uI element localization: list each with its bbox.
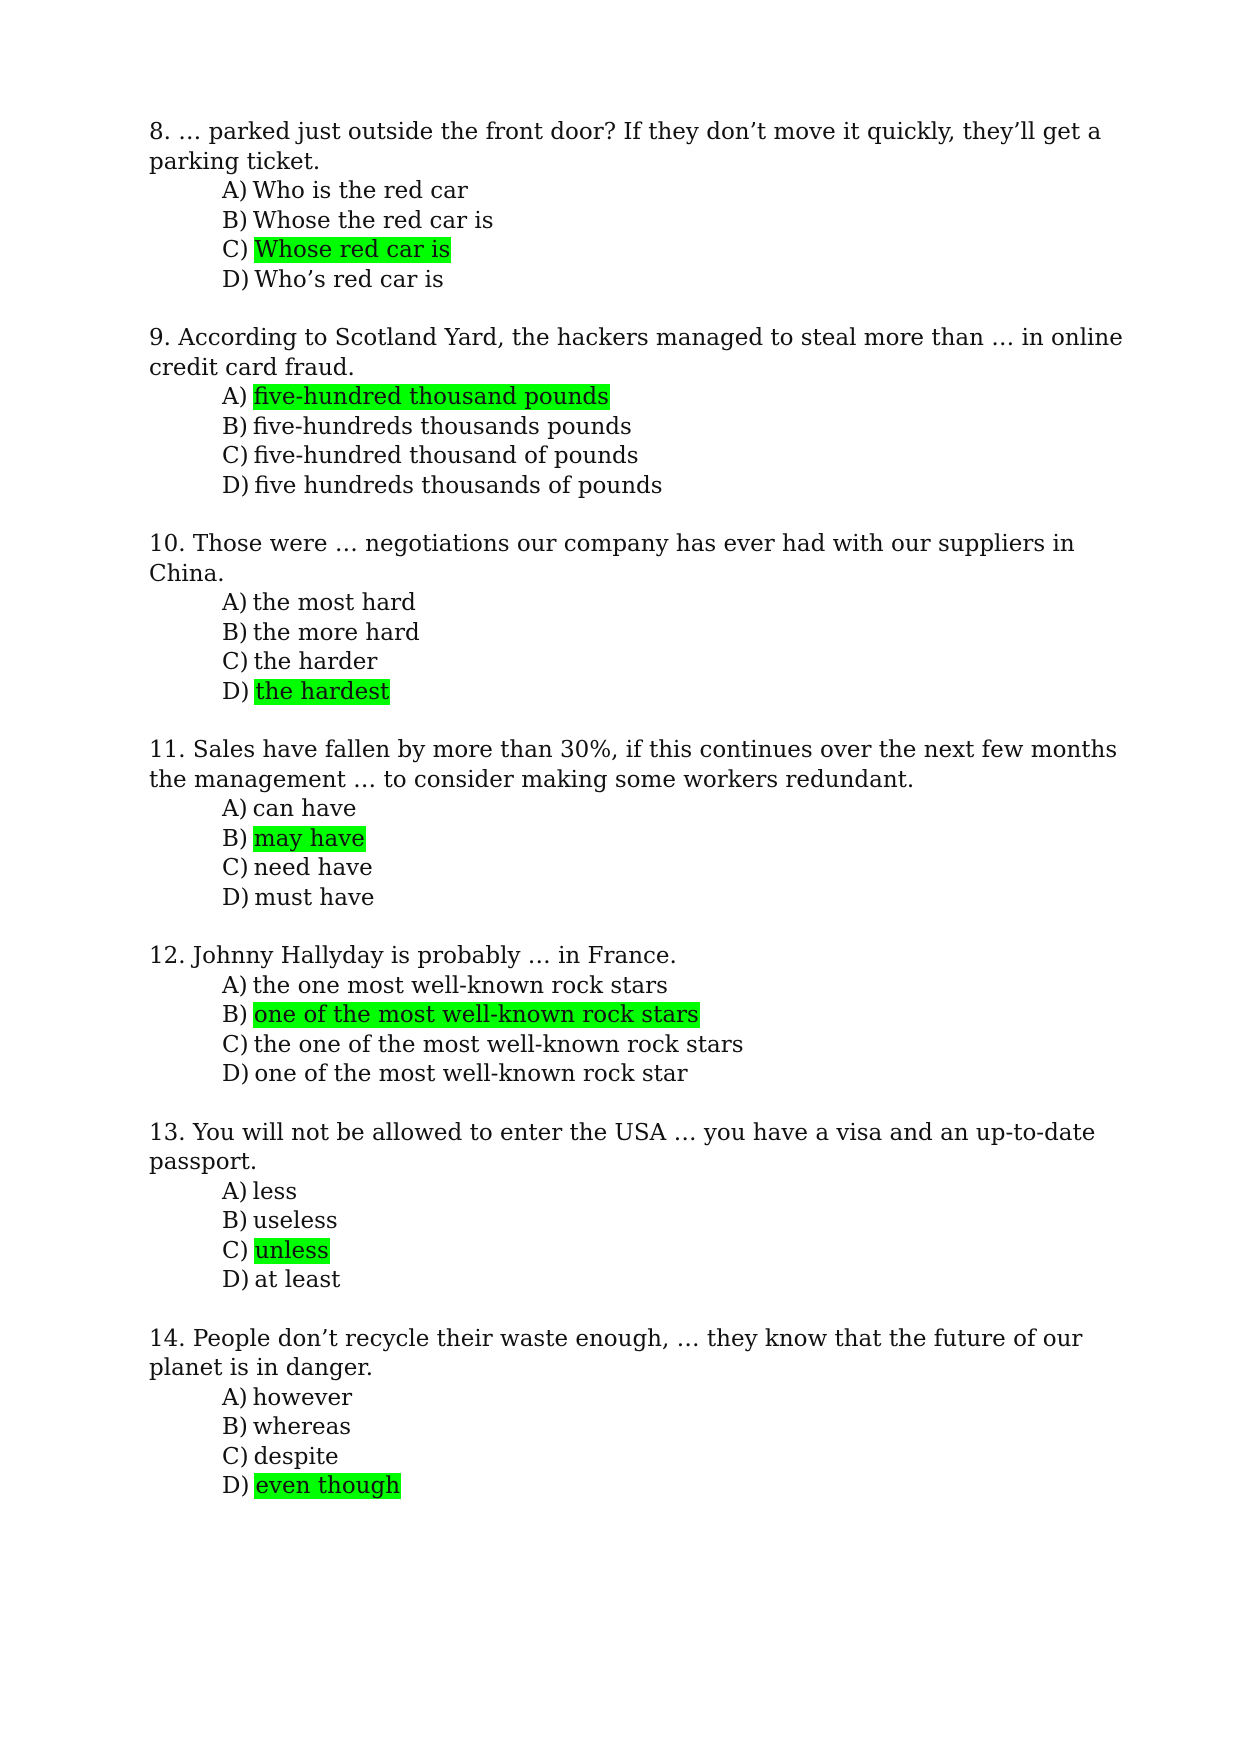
option-text: less (252, 1178, 298, 1205)
option-letter: A) (222, 1384, 248, 1411)
option-b (222, 825, 1129, 855)
option-letter: A) (222, 384, 248, 410)
option-letter: C) (222, 237, 249, 263)
question-stem: 8. … parked just outside the front door? If they don’t move it quickly, they’ll get a parking ticket. (149, 119, 1102, 175)
question-9 (149, 324, 1129, 501)
option-letter: B) (222, 619, 248, 646)
option-d (222, 1266, 1129, 1296)
option-letter: C) (222, 1237, 249, 1264)
option-letter: C) (222, 1443, 249, 1470)
option-b (222, 1001, 1129, 1031)
option-text: Who is the red car (252, 178, 468, 204)
option-text: five hundreds thousands of pounds (254, 472, 663, 499)
option-letter: D) (222, 1473, 250, 1499)
option-text: whereas (252, 1414, 352, 1440)
option-list (149, 589, 1129, 707)
option-text: five-hundred thousand of pounds (253, 443, 639, 469)
option-text: however (252, 1384, 353, 1411)
option-list (149, 177, 1129, 295)
option-letter: B) (222, 825, 248, 852)
option-b (222, 207, 1129, 237)
option-list (149, 1178, 1129, 1296)
option-letter: D) (222, 472, 250, 499)
question-stem: 10. Those were … negotiations our company has ever had with our suppliers in China. (149, 531, 1075, 587)
option-text: must have (254, 884, 375, 911)
question-stem: 11. Sales have fallen by more than 30%, if this continues over the next few months the management … to consider making some workers redundant. (149, 737, 1118, 793)
worksheet-page (149, 118, 1129, 1531)
option-b (222, 1207, 1129, 1237)
option-b (222, 619, 1129, 649)
option-letter: D) (222, 678, 250, 705)
option-letter: A) (222, 178, 248, 204)
option-c (222, 648, 1129, 678)
option-letter: A) (222, 972, 248, 999)
option-a (222, 795, 1129, 825)
question-8 (149, 118, 1129, 295)
option-text: the harder (253, 649, 378, 675)
option-text: the most hard (252, 590, 416, 616)
option-text: Whose the red car is (252, 207, 494, 234)
option-list (149, 795, 1129, 913)
highlighted-answer: Whose red car is (254, 237, 451, 263)
option-d (222, 472, 1129, 502)
question-stem: 14. People don’t recycle their waste enough, … they know that the future of our planet is in danger. (149, 1325, 1083, 1381)
option-letter: A) (222, 1178, 248, 1205)
option-text: can have (252, 796, 357, 822)
option-c (222, 442, 1129, 472)
option-list (149, 1384, 1129, 1502)
option-d (222, 266, 1129, 296)
option-letter: B) (222, 1414, 248, 1440)
highlighted-answer: even though (255, 1473, 401, 1499)
option-d (222, 678, 1129, 708)
question-stem: 9. According to Scotland Yard, the hackers managed to steal more than … in online credit card fraud. (149, 325, 1123, 381)
option-text: five-hundreds thousands pounds (252, 413, 632, 440)
option-text: the more hard (252, 619, 420, 646)
option-text: at least (254, 1267, 341, 1293)
option-list (149, 972, 1129, 1090)
option-text: the one of the most well-known rock stars (253, 1031, 744, 1058)
option-d (222, 1472, 1129, 1502)
option-letter: C) (222, 1031, 249, 1058)
option-letter: C) (222, 855, 249, 881)
question-10 (149, 530, 1129, 707)
option-letter: A) (222, 796, 248, 822)
option-b (222, 1413, 1129, 1443)
option-text: useless (252, 1208, 338, 1234)
option-c (222, 1443, 1129, 1473)
option-list (149, 383, 1129, 501)
option-letter: D) (222, 266, 250, 293)
option-letter: D) (222, 884, 250, 911)
option-letter: B) (222, 207, 248, 234)
option-text: Who’s red car is (254, 266, 444, 293)
option-a (222, 177, 1129, 207)
highlighted-answer: may have (253, 825, 365, 852)
highlighted-answer: the hardest (255, 678, 390, 705)
option-text: need have (253, 855, 373, 881)
option-text: the one most well-known rock stars (252, 972, 668, 999)
option-letter: A) (222, 590, 248, 616)
option-c (222, 854, 1129, 884)
option-a (222, 589, 1129, 619)
option-d (222, 884, 1129, 914)
question-12 (149, 942, 1129, 1090)
option-letter: B) (222, 1002, 248, 1028)
option-a (222, 1384, 1129, 1414)
option-c (222, 236, 1129, 266)
option-a (222, 1178, 1129, 1208)
question-13 (149, 1119, 1129, 1296)
option-a (222, 383, 1129, 413)
option-letter: C) (222, 443, 249, 469)
option-letter: D) (222, 1061, 250, 1087)
option-a (222, 972, 1129, 1002)
option-b (222, 413, 1129, 443)
option-letter: C) (222, 649, 249, 675)
highlighted-answer: five-hundred thousand pounds (253, 384, 609, 410)
question-14 (149, 1325, 1129, 1502)
highlighted-answer: unless (254, 1237, 329, 1264)
option-letter: B) (222, 1208, 248, 1234)
option-text: despite (253, 1443, 339, 1470)
option-letter: B) (222, 413, 248, 440)
option-c (222, 1237, 1129, 1267)
option-c (222, 1031, 1129, 1061)
highlighted-answer: one of the most well-known rock stars (253, 1002, 699, 1028)
option-d (222, 1060, 1129, 1090)
option-text: one of the most well-known rock star (254, 1061, 688, 1087)
question-stem: 13. You will not be allowed to enter the USA … you have a visa and an up-to-date passport. (149, 1119, 1096, 1175)
question-stem: 12. Johnny Hallyday is probably … in France. (149, 943, 677, 969)
option-letter: D) (222, 1267, 250, 1293)
question-11 (149, 736, 1129, 913)
